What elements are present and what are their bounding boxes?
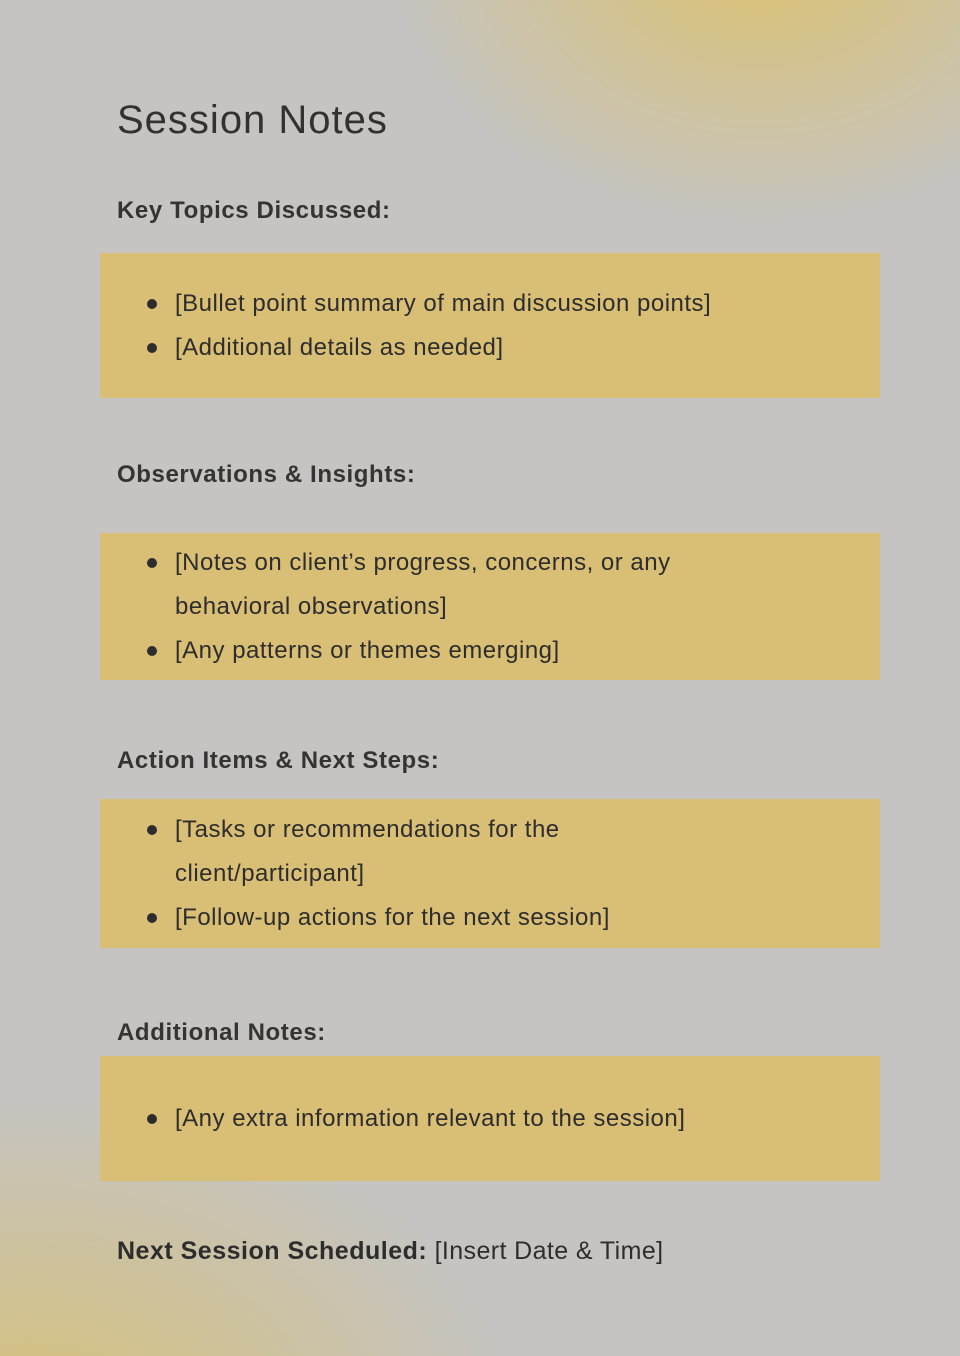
bullet-list bbox=[100, 808, 880, 940]
bullet-item bbox=[100, 808, 880, 896]
section-heading-observations: Observations & Insights: bbox=[117, 461, 416, 488]
bullet-dot-icon bbox=[147, 343, 157, 353]
highlight-box-key-topics bbox=[100, 253, 880, 398]
bullet-text: [Notes on client’s progress, concerns, or any behavioral observations] bbox=[175, 548, 671, 620]
section-observations bbox=[0, 460, 960, 680]
highlight-box-action-items bbox=[100, 799, 880, 948]
bullet-text: [Tasks or recommendations for the client/participant] bbox=[175, 815, 560, 887]
bullet-text: [Bullet point summary of main discussion points] bbox=[175, 289, 712, 317]
bullet-dot-icon bbox=[147, 825, 157, 835]
bullet-list bbox=[100, 1097, 880, 1141]
section-heading-action-items: Action Items & Next Steps: bbox=[117, 747, 440, 774]
bullet-list bbox=[100, 282, 880, 370]
page-title: Session Notes bbox=[117, 98, 388, 142]
bullet-item bbox=[100, 541, 880, 629]
bullet-item bbox=[100, 326, 880, 370]
highlight-box-observations bbox=[100, 533, 880, 680]
bullet-dot-icon bbox=[147, 299, 157, 309]
bullet-dot-icon bbox=[147, 558, 157, 568]
bullet-item bbox=[100, 1097, 880, 1141]
bullet-text: [Follow-up actions for the next session] bbox=[175, 903, 610, 931]
bullet-item bbox=[100, 896, 880, 940]
bullet-item bbox=[100, 282, 880, 326]
highlight-box-additional-notes bbox=[100, 1056, 880, 1181]
bullet-text: [Any patterns or themes emerging] bbox=[175, 636, 560, 664]
section-heading-key-topics: Key Topics Discussed: bbox=[117, 197, 391, 224]
bullet-item bbox=[100, 629, 880, 673]
bullet-text: [Additional details as needed] bbox=[175, 333, 504, 361]
bullet-dot-icon bbox=[147, 913, 157, 923]
section-heading-additional-notes: Additional Notes: bbox=[117, 1019, 326, 1046]
section-action-items bbox=[0, 746, 960, 948]
bullet-dot-icon bbox=[147, 1114, 157, 1124]
next-session-line bbox=[117, 1235, 960, 1267]
section-key-topics bbox=[0, 196, 960, 398]
bullet-dot-icon bbox=[147, 646, 157, 656]
next-session-value: [Insert Date & Time] bbox=[434, 1237, 664, 1265]
next-session-label: Next Session Scheduled: bbox=[117, 1237, 428, 1265]
section-additional-notes bbox=[0, 1018, 960, 1181]
bullet-list bbox=[100, 541, 880, 673]
bullet-text: [Any extra information relevant to the session] bbox=[175, 1104, 686, 1132]
